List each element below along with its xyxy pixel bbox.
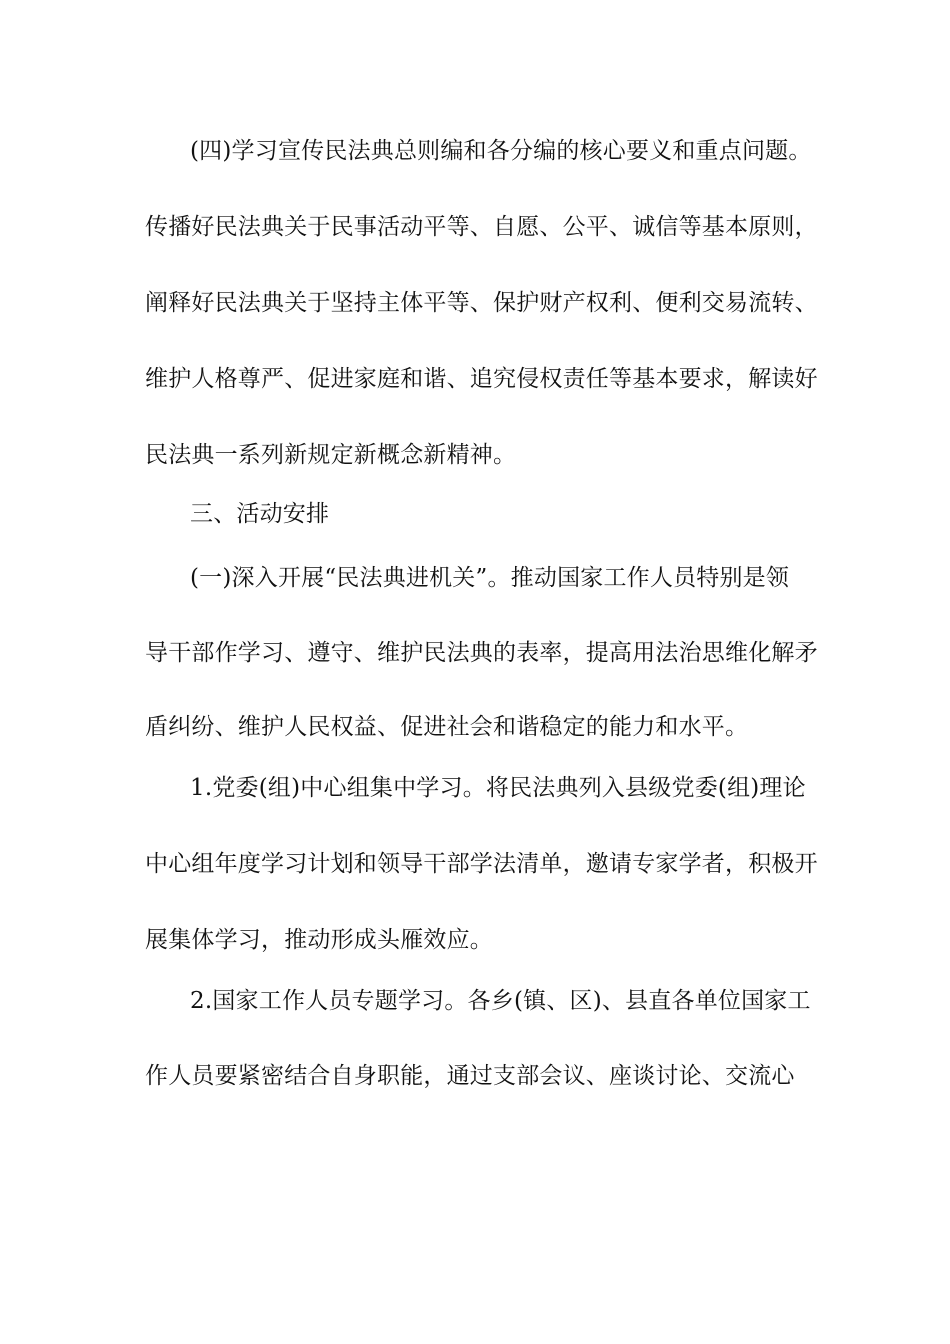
paragraph-line: (四)学习宣传民法典总则编和各分编的核心要义和重点问题。: [190, 138, 812, 164]
paragraph-line: 1.党委(组)中心组集中学习。将民法典列入县级党委(组)理论: [190, 775, 806, 801]
paragraph-line: 民法典一系列新规定新概念新精神。: [145, 442, 517, 468]
paragraph-line: 中心组年度学习计划和领导干部学法清单，邀请专家学者，积极开: [145, 851, 818, 877]
paragraph-line: 盾纠纷、维护人民权益、促进社会和谐稳定的能力和水平。: [145, 714, 749, 740]
paragraph-line: 2.国家工作人员专题学习。各乡(镇、区)、县直各单位国家工: [190, 988, 811, 1014]
paragraph-line: (一)深入开展“民法典进机关”。推动国家工作人员特别是领: [190, 565, 790, 591]
paragraph-line: 导干部作学习、遵守、维护民法典的表率，提高用法治思维化解矛: [145, 640, 818, 666]
paragraph-line: 传播好民法典关于民事活动平等、自愿、公平、诚信等基本原则，: [145, 214, 818, 240]
paragraph-line: 阐释好民法典关于坚持主体平等、保护财产权利、便利交易流转、: [145, 290, 818, 316]
paragraph-line: 作人员要紧密结合自身职能，通过支部会议、座谈讨论、交流心: [145, 1063, 795, 1089]
paragraph-line: 展集体学习，推动形成头雁效应。: [145, 927, 493, 953]
paragraph-line: 维护人格尊严、促进家庭和谐、追究侵权责任等基本要求，解读好: [145, 366, 818, 392]
section-heading: 三、活动安排: [190, 501, 330, 527]
